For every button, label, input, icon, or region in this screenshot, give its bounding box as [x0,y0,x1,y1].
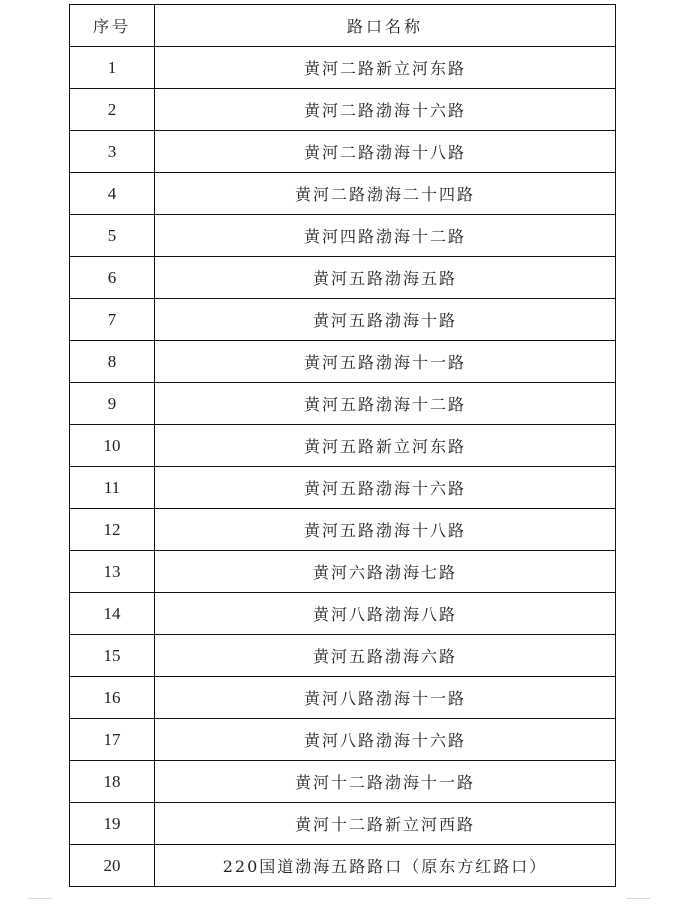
table-row [70,551,616,593]
row-index: 12 [70,509,155,551]
table-header-row [70,5,616,47]
table-row [70,803,616,845]
row-index: 9 [70,383,155,425]
intersection-name: 黄河五路渤海六路 [155,635,616,677]
intersection-name: 黄河五路渤海十路 [155,299,616,341]
row-index: 6 [70,257,155,299]
footer-divider-right [626,898,650,899]
table-row [70,845,616,887]
row-index: 3 [70,131,155,173]
intersection-name: 黄河五路新立河东路 [155,425,616,467]
row-index: 15 [70,635,155,677]
intersection-name: 黄河五路渤海十八路 [155,509,616,551]
row-index: 10 [70,425,155,467]
intersection-name: 黄河二路渤海二十四路 [155,173,616,215]
table-row [70,635,616,677]
footer-divider-left [28,898,52,899]
header-index: 序号 [70,5,155,47]
table-row [70,677,616,719]
table-row [70,467,616,509]
table-body [70,47,616,887]
row-index: 7 [70,299,155,341]
row-index: 8 [70,341,155,383]
intersection-name: 黄河五路渤海十一路 [155,341,616,383]
row-index: 20 [70,845,155,887]
intersection-name: 黄河二路渤海十六路 [155,89,616,131]
table-row [70,509,616,551]
intersection-name: 黄河五路渤海十二路 [155,383,616,425]
table-row [70,719,616,761]
row-index: 11 [70,467,155,509]
table-row [70,47,616,89]
table-row [70,173,616,215]
header-intersection-name: 路口名称 [155,5,616,47]
table-row [70,383,616,425]
intersection-name: 黄河五路渤海五路 [155,257,616,299]
table-row [70,131,616,173]
intersection-name: 黄河八路渤海八路 [155,593,616,635]
table-row [70,593,616,635]
row-index: 17 [70,719,155,761]
row-index: 5 [70,215,155,257]
row-index: 13 [70,551,155,593]
intersection-name: 黄河四路渤海十二路 [155,215,616,257]
table-row [70,257,616,299]
row-index: 4 [70,173,155,215]
intersection-name: 黄河二路新立河东路 [155,47,616,89]
row-index: 18 [70,761,155,803]
row-index: 16 [70,677,155,719]
table-row [70,425,616,467]
intersection-name: 220国道渤海五路路口（原东方红路口） [155,845,616,887]
intersection-name: 黄河六路渤海七路 [155,551,616,593]
row-index: 19 [70,803,155,845]
intersection-name: 黄河五路渤海十六路 [155,467,616,509]
row-index: 1 [70,47,155,89]
table-row [70,215,616,257]
table-row [70,341,616,383]
intersection-table [69,4,616,887]
intersection-name: 黄河八路渤海十一路 [155,677,616,719]
intersection-name: 黄河十二路新立河西路 [155,803,616,845]
table-row [70,89,616,131]
row-index: 14 [70,593,155,635]
intersection-name: 黄河二路渤海十八路 [155,131,616,173]
table-row [70,761,616,803]
intersection-name: 黄河八路渤海十六路 [155,719,616,761]
row-index: 2 [70,89,155,131]
table-row [70,299,616,341]
intersection-name: 黄河十二路渤海十一路 [155,761,616,803]
